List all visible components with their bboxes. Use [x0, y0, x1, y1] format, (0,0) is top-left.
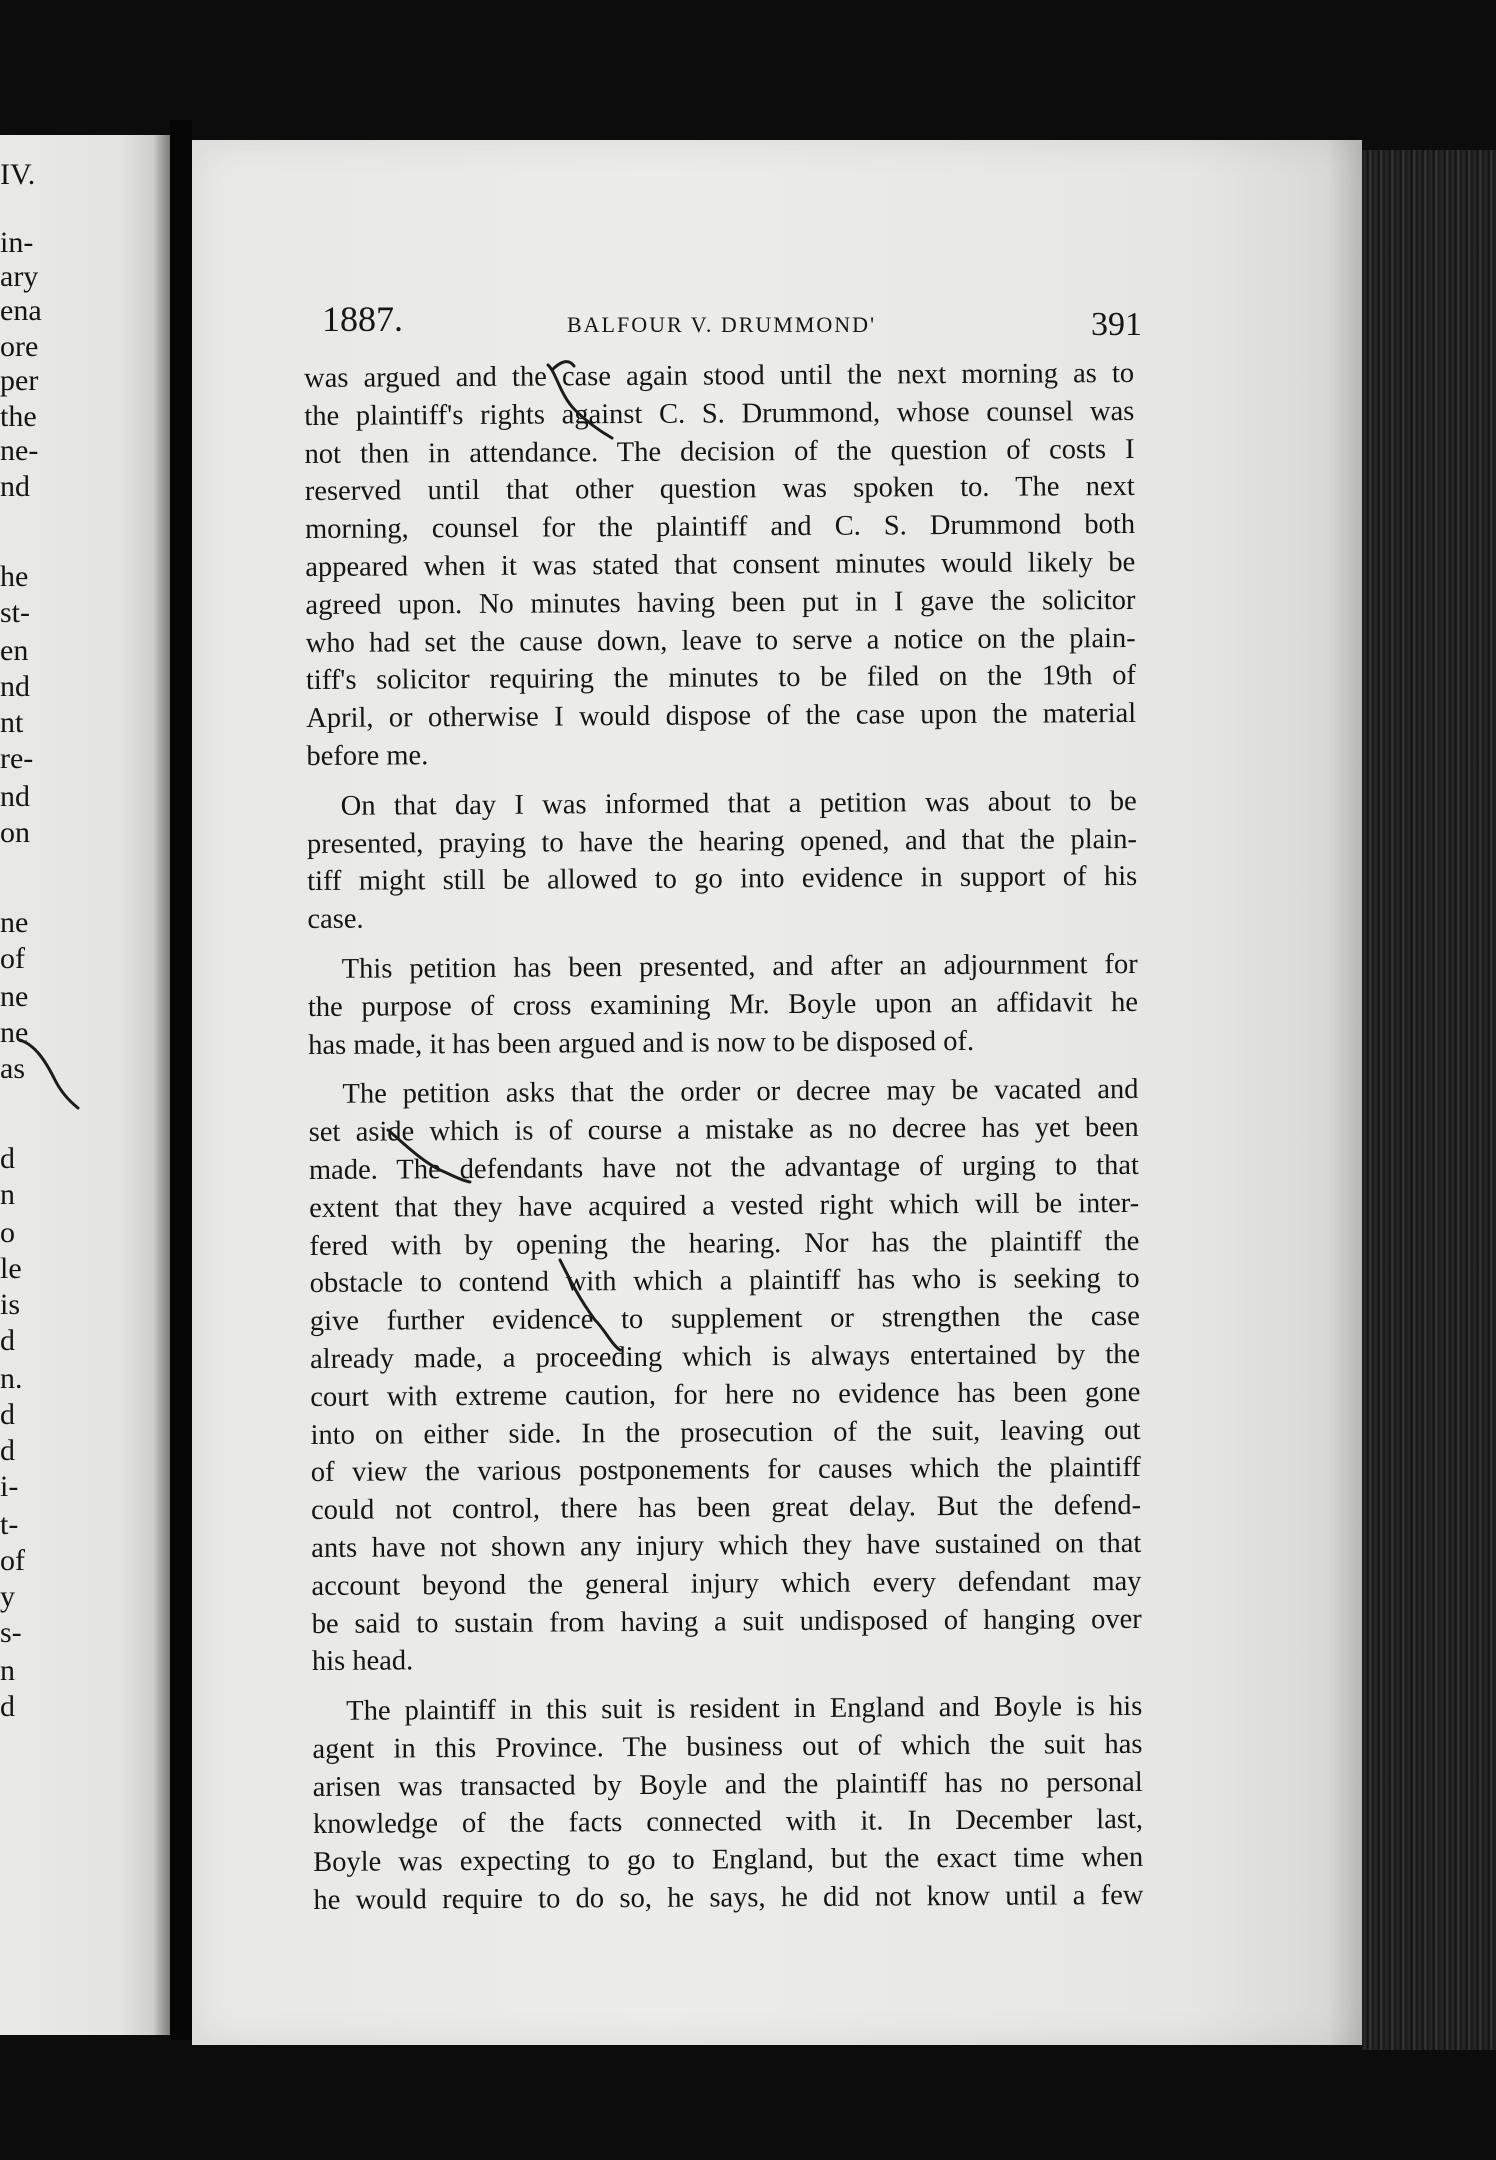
left-page-fragment-line: on: [0, 816, 30, 849]
text-line: April, or otherwise I would dispose of the case upon the material: [306, 698, 1137, 735]
text-line: presented, praying to have the hearing opened, and that the plain-: [306, 823, 1138, 860]
left-page-fragment-line: the: [0, 400, 37, 433]
text-line: has made, it has been argued and is now to be disposed of.: [308, 1025, 975, 1061]
page-edges: [1362, 150, 1496, 2050]
left-page-fragment-line: o: [0, 1216, 15, 1249]
left-page-fragment-line: d: [0, 1324, 15, 1357]
text-line: be said to sustain from having a suit undisposed of hanging over: [311, 1603, 1142, 1640]
text-line: of view the various postponements for causes which the plaintiff: [310, 1452, 1141, 1489]
left-page-fragment-line: per: [0, 364, 39, 397]
left-page-fragment-line: n.: [0, 1362, 23, 1395]
left-page-fragment-line: is: [0, 1288, 21, 1321]
text-line: account beyond the general injury which every defendant may: [311, 1565, 1142, 1602]
left-page-fragment-line: re-: [0, 742, 34, 775]
text-line: the purpose of cross examining Mr. Boyle upon an affidavit he: [307, 986, 1139, 1023]
paragraph: [308, 1071, 1142, 1681]
body-text: [304, 355, 1144, 1932]
left-page-fragment-line: ne-: [0, 434, 39, 467]
left-page-fragment-line: d: [0, 1690, 15, 1723]
text-line: appeared when it was stated that consent minutes would likely be: [305, 546, 1136, 583]
left-page-fragment-line: d: [0, 1142, 15, 1175]
left-page-fragment-line: as: [0, 1052, 25, 1085]
left-page-fragment-line: IV.: [0, 158, 36, 191]
text-line: he would require to do so, he says, he did not know until a few: [313, 1879, 1144, 1917]
left-page-fragment-line: he: [0, 560, 29, 593]
text-line: before me.: [306, 740, 429, 772]
text-line: into on either side. In the prosecution of the suit, leaving out: [310, 1414, 1141, 1451]
left-page-fragment-line: nd: [0, 670, 30, 703]
left-page-fragment-line: st-: [0, 596, 30, 629]
left-page-fragment-line: in-: [0, 226, 34, 259]
header-title: BALFOUR V. DRUMMOND': [567, 312, 877, 337]
paragraph: [308, 946, 1139, 1064]
text-line: The plaintiff in this suit is resident in England and Boyle is his: [346, 1690, 1143, 1727]
text-line: not then in attendance. The decision of the question of costs I: [304, 433, 1135, 470]
left-page-fragment-line: ne: [0, 906, 29, 939]
book-gutter: [170, 120, 192, 2040]
paragraph: [312, 1688, 1143, 1920]
text-line: reserved until that other question was spoken to. The next: [304, 471, 1135, 508]
text-line: was argued and the case again stood until the next morning as to: [304, 357, 1135, 394]
text-line: The petition asks that the order or decree may be vacated and: [342, 1074, 1139, 1111]
text-line: give further evidence to supplement or strengthen the case: [309, 1301, 1140, 1338]
text-line: tiff might still be allowed to go into evidence in support of his: [307, 861, 1138, 898]
text-line: obstacle to contend with which a plaintiff has who is seeking to: [309, 1263, 1140, 1300]
left-page-fragment-line: i-: [0, 1470, 19, 1503]
text-line: case.: [307, 903, 364, 936]
left-page-fragment-line: ne: [0, 1016, 29, 1049]
text-line: already made, a proceeding which is always entertained by the: [310, 1338, 1141, 1375]
left-page-fragment-line: en: [0, 634, 29, 667]
text-line: agreed upon. No minutes having been put in I gave the solicitor: [305, 584, 1136, 621]
left-page-fragment-line: of: [0, 1544, 25, 1577]
text-line: made. The defendants have not the advantage of urging to that: [308, 1149, 1140, 1186]
left-page-fragment-line: ena: [0, 294, 42, 327]
text-line: set aside which is of course a mistake as no decree has yet been: [308, 1112, 1139, 1149]
left-page-fragment-line: nt: [0, 706, 24, 739]
header-year: 1887.: [322, 299, 403, 339]
left-page-fragment-line: t-: [0, 1508, 19, 1541]
left-page-fragment-line: d: [0, 1434, 15, 1467]
paragraph: [304, 355, 1137, 776]
text-line: Boyle was expecting to go to England, but the exact time when: [313, 1842, 1144, 1879]
left-page-fragment-line: nd: [0, 470, 30, 503]
left-page-fragment-line: s-: [0, 1616, 22, 1649]
text-line: This petition has been presented, and after an adjournment for: [341, 948, 1138, 985]
left-page-fragment-line: d: [0, 1398, 15, 1431]
text-line: arisen was transacted by Boyle and the plaintiff has no personal: [312, 1766, 1143, 1803]
left-page-fragment-line: ore: [0, 330, 39, 363]
text-line: morning, counsel for the plaintiff and C. S. Drummond both: [304, 509, 1136, 546]
text-line: court with extreme caution, for here no evidence has been gone: [310, 1376, 1141, 1413]
text-line: the plaintiff's rights against C. S. Drummond, whose counsel was: [304, 395, 1135, 432]
paragraph: [307, 783, 1138, 939]
running-head: [322, 298, 1142, 348]
text-line: extent that they have acquired a vested right which will be inter-: [309, 1187, 1140, 1224]
text-line: knowledge of the facts connected with it. In December last,: [312, 1804, 1144, 1841]
left-page-fragment-line: n: [0, 1654, 15, 1687]
left-page-fragment: [0, 135, 170, 2035]
text-line: his head.: [311, 1645, 414, 1678]
left-page-fragment-line: n: [0, 1178, 15, 1211]
left-page-fragment-line: y: [0, 1580, 15, 1613]
left-page-fragment-line: ary: [0, 260, 39, 293]
text-line: agent in this Province. The business out of which the suit has: [312, 1728, 1143, 1765]
text-line: tiff's solicitor requiring the minutes to be filed on the 19th of: [305, 660, 1137, 697]
left-page-fragment-line: ne: [0, 980, 29, 1013]
left-page-fragment-line: of: [0, 942, 25, 975]
text-line: ants have not shown any injury which they have sustained on that: [311, 1527, 1142, 1564]
text-line: who had set the cause down, leave to serve a notice on the plain-: [305, 622, 1136, 659]
page-number: 391: [1091, 306, 1142, 343]
text-line: fered with by opening the hearing. Nor has the plaintiff the: [309, 1225, 1140, 1262]
left-page-fragment-line: nd: [0, 780, 30, 813]
text-line: On that day I was informed that a petition was about to be: [340, 785, 1137, 822]
text-line: could not control, there has been great delay. But the defend-: [310, 1490, 1142, 1527]
left-page-fragment-line: le: [0, 1252, 22, 1285]
